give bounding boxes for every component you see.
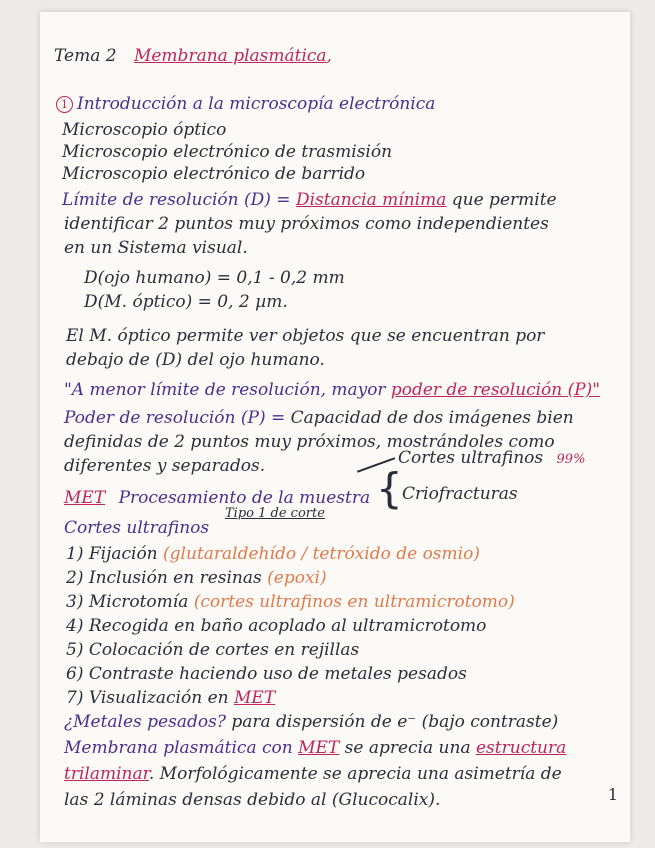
section-number: 1 (56, 96, 73, 113)
metals-answer: para dispersión de e⁻ (bajo contraste) (231, 712, 559, 732)
title-prefix: Tema 2 (54, 46, 117, 66)
step-7-met: MET (234, 688, 276, 708)
membrane-line-3: las 2 láminas densas debido al (Glucocalix). (64, 790, 441, 810)
step-2 (66, 568, 327, 588)
step-6: 6) Contraste haciendo uso de metales pesados (66, 664, 467, 684)
membrane-met: MET (298, 738, 340, 758)
quote-underlined: poder de resolución (P)" (390, 380, 601, 400)
quote-line (64, 380, 600, 400)
cuts-top-label: Cortes ultrafinos (398, 448, 544, 468)
cuts-top (398, 448, 585, 468)
power-def: Capacidad de dos imágenes bien (290, 408, 574, 428)
membrane-text-b: se aprecia una (344, 738, 471, 758)
microscope-1: Microscopio óptico (62, 120, 227, 140)
step-4: 4) Recogida en baño acoplado al ultramicrotomo (66, 616, 487, 636)
step-5: 5) Colocación de cortes en rejillas (66, 640, 360, 660)
limit-def-underlined: Distancia mínima (295, 190, 447, 210)
membrane-rest: . Morfológicamente se aprecia una asimetría de (148, 764, 562, 784)
step-7-text: 7) Visualización en (66, 688, 229, 708)
d-eye: D(ojo humano) = 0,1 - 0,2 mm (84, 268, 345, 288)
power-line-2: definidas de 2 puntos muy próximos, mostrándoles como (64, 432, 555, 452)
step-1-text: 1) Fijación (66, 544, 158, 564)
title-line: Tema 2 Membrana plasmática, (54, 46, 332, 66)
limit-line-2: identificar 2 puntos muy próximos como independientes (64, 214, 549, 234)
met-processing-line (64, 488, 370, 508)
cryo-label: Criofracturas (402, 484, 518, 504)
membrane-line-2 (64, 764, 562, 784)
cut-type: Tipo 1 de corte (225, 506, 325, 521)
step-7 (66, 688, 275, 708)
step-1 (66, 544, 480, 564)
quote-prefix: "A menor límite de resolución, mayor (64, 380, 386, 400)
cuts-percent: 99% (556, 452, 586, 467)
microscope-3: Microscopio electrónico de barrido (62, 164, 366, 184)
optic-line-1: El M. óptico permite ver objetos que se encuentran por (66, 326, 545, 346)
d-optical: D(M. óptico) = 0, 2 µm. (84, 292, 288, 312)
limit-term: Límite de resolución (D) = (62, 190, 291, 210)
step-2-detail: (epoxi) (267, 568, 327, 588)
processing-label: Procesamiento de la muestra (118, 488, 371, 508)
step-3 (66, 592, 515, 612)
met-label: MET (64, 488, 106, 508)
step-1-detail: (glutaraldehído / tetróxido de osmio) (163, 544, 480, 564)
power-term: Poder de resolución (P) = (64, 408, 286, 428)
step-3-text: 3) Microtomía (66, 592, 189, 612)
metals-question: ¿Metales pesados? (64, 712, 226, 732)
membrane-structure: estructura (476, 738, 567, 758)
membrane-term: Membrana plasmática con (64, 738, 293, 758)
step-3-detail: (cortes ultrafinos en ultramicrotomo) (193, 592, 515, 612)
step-2-text: 2) Inclusión en resinas (66, 568, 262, 588)
limit-def-rest: que permite (451, 190, 557, 210)
power-line-1 (64, 408, 574, 428)
membrane-line-1 (64, 738, 566, 758)
notebook-page (40, 12, 630, 842)
optic-line-2: debajo de (D) del ojo humano. (66, 350, 325, 370)
page-corner-mark: 1 (607, 785, 618, 804)
cuts-label: Cortes ultrafinos (64, 518, 210, 538)
power-line-3: diferentes y separados. (64, 456, 266, 476)
metals-line (64, 712, 558, 732)
section-title: Introducción a la microscopía electrónica (77, 94, 436, 114)
limit-line-1 (62, 190, 557, 210)
membrane-trilaminar: trilaminar (64, 764, 149, 784)
limit-line-3: en un Sistema visual. (64, 238, 248, 258)
section-heading (56, 94, 435, 114)
microscope-2: Microscopio electrónico de trasmisión (62, 142, 393, 162)
brace: { (376, 464, 403, 513)
title-text: Membrana plasmática (133, 46, 327, 66)
